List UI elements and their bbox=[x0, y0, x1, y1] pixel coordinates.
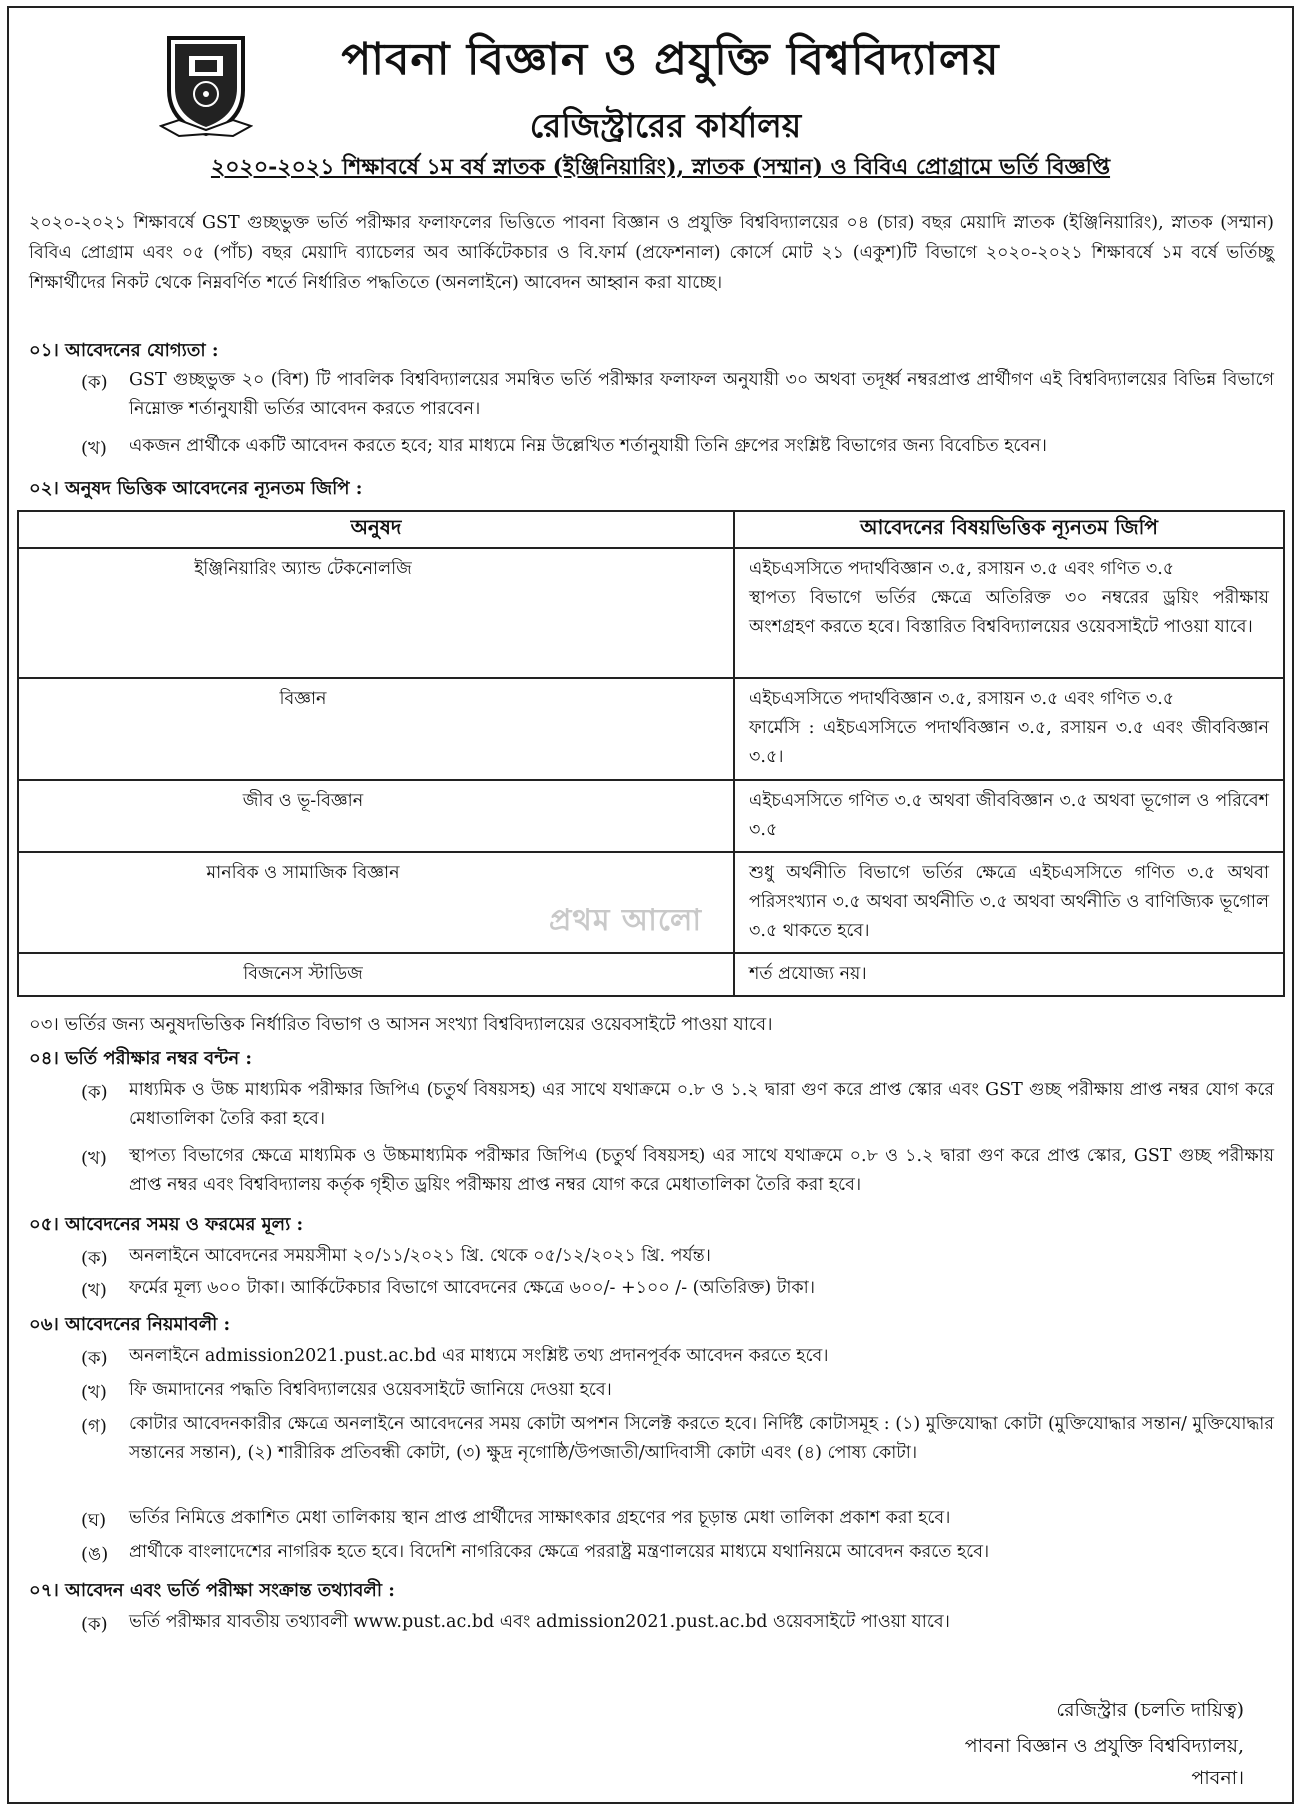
requirement-line: এইচএসসিতে পদার্থবিজ্ঞান ৩.৫, রসায়ন ৩.৫ এবং গণিত ৩.৫ bbox=[749, 559, 1175, 579]
s5-ka-mark: (ক) bbox=[81, 1248, 108, 1269]
s4-ka-mark: (ক) bbox=[81, 1082, 108, 1103]
s5-ka-text: অনলাইনে আবেদনের সময়সীমা ২০/১১/২০২১ খ্রি. থেকে ০৫/১২/২০২১ খ্রি. পর্যন্ত। bbox=[129, 1246, 711, 1266]
faculty-cell: বিজ্ঞান bbox=[18, 678, 734, 780]
university-name: পাবনা বিজ্ঞান ও প্রযুক্তি বিশ্ববিদ্যালয় bbox=[341, 34, 1000, 85]
signature-title: রেজিস্ট্রার (চলতি দায়িত্ব) bbox=[1056, 1699, 1244, 1721]
s5-kha-mark: (খ) bbox=[81, 1280, 107, 1301]
s1-ka-mark: (ক) bbox=[81, 372, 108, 393]
table-header-row bbox=[18, 511, 1284, 548]
requirement-cell: শুধু অর্থনীতি বিভাগে ভর্তির ক্ষেত্রে এইচএসসিতে গণিত ৩.৫ অথবা পরিসংখ্যান ৩.৫ অথবা অর্থনীতি ৩.৫ অথবা অর্থনীতি ও বাণিজ্যিক ভূগোল ৩.৫ থাকতে হবে। bbox=[734, 852, 1284, 953]
s1-kha-mark: (খ) bbox=[81, 438, 107, 459]
requirement-cell bbox=[734, 678, 1284, 780]
requirement-cell: এইচএসসিতে গণিত ৩.৫ অথবা জীববিজ্ঞান ৩.৫ অথবা ভূগোল ও পরিবেশ ৩.৫ bbox=[734, 780, 1284, 852]
faculty-cell: মানবিক ও সামাজিক বিজ্ঞান bbox=[18, 852, 734, 953]
s6-gha-text: ভর্তির নিমিত্তে প্রকাশিত মেধা তালিকায় স্থান প্রাপ্ত প্রার্থীদের সাক্ষাৎকার গ্রহণের পর চূড়ান্ত মেধা তালিকা প্রকাশ করা হবে। bbox=[129, 1508, 951, 1528]
table-row bbox=[18, 678, 1284, 780]
section-7-title: ০৭। আবেদন এবং ভর্তি পরীক্ষা সংক্রান্ত তথ্যাবলী : bbox=[29, 1580, 395, 1601]
s6-ga-mark: (গ) bbox=[81, 1416, 107, 1437]
table-row bbox=[18, 780, 1284, 852]
office-name: রেজিস্ট্রারের কার্যালয় bbox=[529, 106, 802, 145]
faculty-column-header: অনুষদ bbox=[18, 511, 734, 548]
s6-gha-mark: (ঘ) bbox=[81, 1510, 107, 1531]
signature-city: পাবনা। bbox=[1191, 1767, 1244, 1789]
notice-title: ২০২০-২০২১ শিক্ষাবর্ষে ১ম বর্ষ স্নাতক (ইঞ্জিনিয়ারিং), স্নাতক (সম্মান) ও বিবিএ প্রোগ্রামে ভর্তি বিজ্ঞপ্তি bbox=[210, 154, 1111, 180]
s4-kha-text: স্থাপত্য বিভাগের ক্ষেত্রে মাধ্যমিক ও উচ্চমাধ্যমিক পরীক্ষার জিপিএ (চতুর্থ বিষয়সহ) এর সাথে যথাক্রমে ০.৮ ও ১.২ দ্বারা গুণ করে প্রাপ্ত স্কোর, GST গুচ্ছ পরীক্ষায় প্রাপ্ত নম্বর এবং বিশ্ববিদ্যালয় কর্তৃক গৃহীত ড্রয়িং পরীক্ষায় প্রাপ্ত নম্বর যোগ করে মেধাতালিকা তৈরি করা হবে। bbox=[129, 1146, 1274, 1195]
faculty-cell: জীব ও ভূ-বিজ্ঞান bbox=[18, 780, 734, 852]
requirement-note: স্থাপত্য বিভাগে ভর্তির ক্ষেত্রে অতিরিক্ত ৩০ নম্বরের ড্রয়িং পরীক্ষায় অংশগ্রহণ করতে হবে। বিস্তারিত বিশ্ববিদ্যালয়ের ওয়েবসাইটে পাওয়া যাবে। bbox=[749, 588, 1269, 637]
s4-kha-mark: (খ) bbox=[81, 1148, 107, 1169]
s6-uo-mark: (ঙ) bbox=[81, 1544, 109, 1565]
s4-ka-text: মাধ্যমিক ও উচ্চ মাধ্যমিক পরীক্ষার জিপিএ (চতুর্থ বিষয়সহ) এর সাথে যথাক্রমে ০.৮ ও ১.২ দ্বারা গুণ করে প্রাপ্ত স্কোর এবং GST গুচ্ছ পরীক্ষায় প্রাপ্ত নম্বর যোগ করে মেধাতালিকা তৈরি করা হবে। bbox=[129, 1080, 1274, 1129]
intro-paragraph: ২০২০-২০২১ শিক্ষাবর্ষে GST গুচ্ছভুক্ত ভর্তি পরীক্ষার ফলাফলের ভিত্তিতে পাবনা বিজ্ঞান ও প্রযুক্তি বিশ্ববিদ্যালয়ের ০৪ (চার) বছর মেয়াদি স্নাতক (ইঞ্জিনিয়ারিং), স্নাতক (সম্মান) বিবিএ প্রোগ্রাম এবং ০৫ (পাঁচ) বছর মেয়াদি ব্যাচেলর অব আর্কিটেকচার ও বি.ফার্ম (প্রফেশনাল) কোর্সে মোট ২১ (একুশ)টি বিভাগে ২০২০-২০২১ শিক্ষাবর্ষে ১ম বর্ষে ভর্তিচ্ছু শিক্ষার্থীদের নিকট থেকে নিম্নবর্ণিত শর্তে নির্ধারিত পদ্ধতিতে (অনলাইনে) আবেদন আহ্বান করা যাচ্ছে। bbox=[29, 213, 1274, 293]
section-4-title: ০৪। ভর্তি পরীক্ষার নম্বর বন্টন : bbox=[29, 1048, 253, 1069]
s6-ka-mark: (ক) bbox=[81, 1348, 108, 1369]
s1-kha-text: একজন প্রার্থীকে একটি আবেদন করতে হবে; যার মাধ্যমে নিম্ন উল্লেখিত শর্তানুযায়ী তিনি গ্রুপের সংশ্লিষ্ট বিভাগের জন্য বিবেচিত হবেন। bbox=[129, 436, 1047, 456]
s6-ga-text: কোটার আবেদনকারীর ক্ষেত্রে অনলাইনে আবেদনের সময় কোটা অপশন সিলেক্ট করতে হবে। নির্দিষ্ট কোটাসমূহ : (১) মুক্তিযোদ্ধা কোটা (মুক্তিযোদ্ধার সন্তান/ মুক্তিযোদ্ধার সন্তানের সন্তান), (২) শারীরিক প্রতিবন্ধী কোটা, (৩) ক্ষুদ্র নৃগোষ্ঠি/উপজাতী/আদিবাসী কোটা এবং (৪) পোষ্য কোটা। bbox=[129, 1414, 1274, 1463]
s7-ka-text: ভর্তি পরীক্ষার যাবতীয় তথ্যাবলী www.pust.ac.bd এবং admission2021.pust.ac.bd ওয়েবসাইটে পাওয়া যাবে। bbox=[129, 1612, 950, 1632]
s6-ka-text: অনলাইনে admission2021.pust.ac.bd এর মাধ্যমে সংশ্লিষ্ট তথ্য প্রদানপূর্বক আবেদন করতে হবে। bbox=[129, 1346, 829, 1366]
faculty-cell: ইঞ্জিনিয়ারিং অ্যান্ড টেকনোলজি bbox=[18, 548, 734, 678]
requirement-column-header: আবেদনের বিষয়ভিত্তিক ন্যূনতম জিপি bbox=[734, 511, 1284, 548]
section-3-text: ০৩। ভর্তির জন্য অনুষদভিত্তিক নির্ধারিত বিভাগ ও আসন সংখ্যা বিশ্ববিদ্যালয়ের ওয়েবসাইটে পাওয়া যাবে। bbox=[29, 1014, 773, 1035]
s5-kha-text: ফর্মের মূল্য ৬০০ টাকা। আর্কিটেকচার বিভাগে আবেদনের ক্ষেত্রে ৬০০/- +১০০ /- (অতিরিক্ত) টাকা। bbox=[129, 1278, 815, 1298]
table-row bbox=[18, 953, 1284, 996]
s6-uo-text: প্রার্থীকে বাংলাদেশের নাগরিক হতে হবে। বিদেশি নাগরিকের ক্ষেত্রে পররাষ্ট্র মন্ত্রণালয়ের মাধ্যমে যথানিয়মে আবেদন করতে হবে। bbox=[129, 1542, 990, 1562]
requirement-cell: শর্ত প্রযোজ্য নয়। bbox=[734, 953, 1284, 996]
section-6-title: ০৬। আবেদনের নিয়মাবলী : bbox=[29, 1314, 231, 1335]
faculty-cell: বিজনেস স্টাডিজ bbox=[18, 953, 734, 996]
s1-ka-text: GST গুচ্ছভুক্ত ২০ (বিশ) টি পাবলিক বিশ্ববিদ্যালয়ের সমন্বিত ভর্তি পরীক্ষার ফলাফল অনুযায়ী ৩০ অথবা তদূর্ধ্ব নম্বরপ্রাপ্ত প্রার্থীগণ এই বিশ্ববিদ্যালয়ের বিভিন্ন বিভাগে নিম্নোক্ত শর্তানুযায়ী ভর্তির আবেদন করতে পারবেন। bbox=[129, 370, 1274, 419]
s6-kha-mark: (খ) bbox=[81, 1382, 107, 1403]
table-row bbox=[18, 548, 1284, 678]
requirement-note: ফার্মেসি : এইচএসসিতে পদার্থবিজ্ঞান ৩.৫, রসায়ন ৩.৫ এবং জীববিজ্ঞান ৩.৫। bbox=[749, 718, 1269, 767]
section-5-title: ০৫। আবেদনের সময় ও ফরমের মূল্য : bbox=[29, 1214, 304, 1235]
section-2-title: ০২। অনুষদ ভিত্তিক আবেদনের ন্যূনতম জিপি : bbox=[29, 478, 363, 499]
s7-ka-mark: (ক) bbox=[81, 1614, 108, 1635]
section-1-title: ০১। আবেদনের যোগ্যতা : bbox=[29, 340, 219, 361]
signature-university: পাবনা বিজ্ঞান ও প্রযুক্তি বিশ্ববিদ্যালয়, bbox=[964, 1735, 1244, 1757]
s6-kha-text: ফি জমাদানের পদ্ধতি বিশ্ববিদ্যালয়ের ওয়েবসাইটে জানিয়ে দেওয়া হবে। bbox=[129, 1380, 612, 1400]
watermark-logo: প্রথম আলো bbox=[549, 903, 703, 938]
requirement-line: এইচএসসিতে পদার্থবিজ্ঞান ৩.৫, রসায়ন ৩.৫ এবং গণিত ৩.৫ bbox=[749, 689, 1175, 709]
notice-page bbox=[7, 6, 1294, 1804]
requirement-cell bbox=[734, 548, 1284, 678]
